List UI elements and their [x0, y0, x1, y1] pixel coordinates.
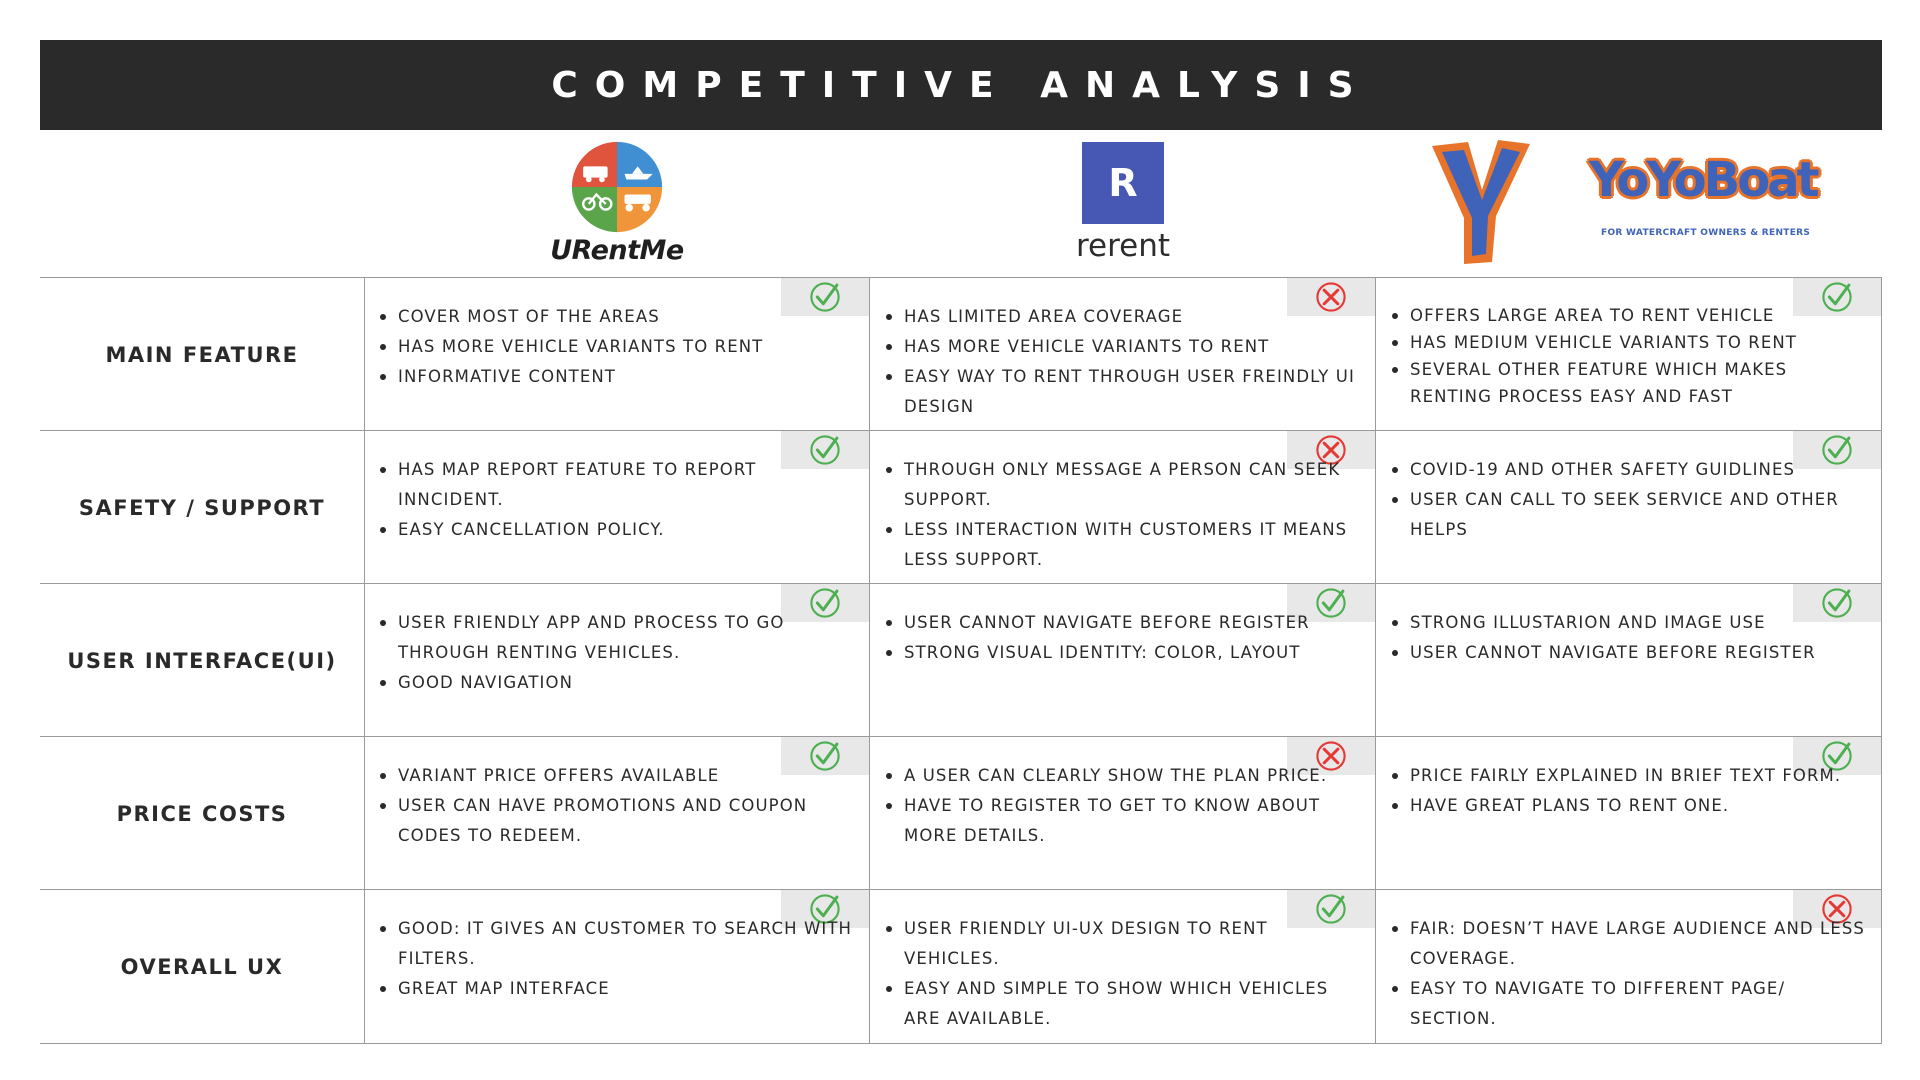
- urentme-logo: [364, 130, 870, 277]
- bullet-list: [1390, 302, 1875, 410]
- table-cell: [1376, 737, 1882, 890]
- table-row: [40, 277, 1882, 431]
- row-label: PRICE COSTS: [40, 737, 365, 890]
- bullet-item: EASY WAY TO RENT THROUGH USER FREINDLY UI DESIGN: [884, 362, 1369, 422]
- rerent-logo: [870, 130, 1376, 277]
- urentme-wordmark: URentMe: [550, 235, 684, 266]
- table-cell: [364, 278, 870, 431]
- table-cell: [870, 431, 1376, 584]
- bullet-item: USER CANNOT NAVIGATE BEFORE REGISTER: [1390, 638, 1875, 668]
- table-cell: [870, 890, 1376, 1043]
- table-cell: [364, 890, 870, 1043]
- bullet-item: EASY AND SIMPLE TO SHOW WHICH VEHICLES ARE AVAILABLE.: [884, 974, 1369, 1034]
- table-cell: [364, 431, 870, 584]
- bullet-item: USER CANNOT NAVIGATE BEFORE REGISTER: [884, 608, 1369, 638]
- table-row: [40, 583, 1882, 737]
- bullet-item: EASY TO NAVIGATE TO DIFFERENT PAGE/ SECTION.: [1390, 974, 1875, 1034]
- table-cell: [870, 737, 1376, 890]
- bullet-list: [378, 455, 863, 545]
- table-cell: [870, 278, 1376, 431]
- bullet-item: A USER CAN CLEARLY SHOW THE PLAN PRICE.: [884, 761, 1369, 791]
- rerent-square-logo: R: [1082, 142, 1164, 224]
- bullet-item: VARIANT PRICE OFFERS AVAILABLE: [378, 761, 863, 791]
- bullet-item: THROUGH ONLY MESSAGE A PERSON CAN SEEK SUPPORT.: [884, 455, 1369, 515]
- row-label: USER INTERFACE(UI): [40, 584, 365, 737]
- table-row: [40, 889, 1882, 1044]
- bullet-item: STRONG ILLUSTARION AND IMAGE USE: [1390, 608, 1875, 638]
- bullet-list: [1390, 455, 1875, 545]
- yoyoboat-logo: [1376, 130, 1882, 277]
- table-cell: [1376, 584, 1882, 737]
- bullet-list: [884, 455, 1369, 575]
- bullet-list: [378, 608, 863, 698]
- bullet-item: INFORMATIVE CONTENT: [378, 362, 863, 392]
- bullet-item: FAIR: DOESN’T HAVE LARGE AUDIENCE AND LESS COVERAGE.: [1390, 914, 1875, 974]
- bullet-item: SEVERAL OTHER FEATURE WHICH MAKES RENTING PROCESS EASY AND FAST: [1390, 356, 1875, 410]
- bullet-item: HAS MAP REPORT FEATURE TO REPORT INNCIDENT.: [378, 455, 863, 515]
- bullet-item: EASY CANCELLATION POLICY.: [378, 515, 863, 545]
- bullet-list: [884, 761, 1369, 851]
- row-label: OVERALL UX: [40, 890, 365, 1043]
- bullet-item: GREAT MAP INTERFACE: [378, 974, 863, 1004]
- bullet-list: [884, 302, 1369, 422]
- bullet-item: HAS MORE VEHICLE VARIANTS TO RENT: [378, 332, 863, 362]
- bullet-item: GOOD: IT GIVES AN CUSTOMER TO SEARCH WITH FILTERS.: [378, 914, 863, 974]
- title-banner: [40, 40, 1882, 130]
- bullet-item: USER FRIENDLY UI-UX DESIGN TO RENT VEHICLES.: [884, 914, 1369, 974]
- yoyoboat-tagline: FOR WATERCRAFT OWNERS & RENTERS: [1601, 228, 1811, 238]
- table-cell: [1376, 278, 1882, 431]
- row-label: SAFETY / SUPPORT: [40, 431, 365, 584]
- bullet-item: HAS MORE VEHICLE VARIANTS TO RENT: [884, 332, 1369, 362]
- page-title: COMPETITIVE ANALYSIS: [551, 64, 1371, 106]
- competitor-logos: [40, 130, 1882, 277]
- table-cell: [1376, 431, 1882, 584]
- urentme-vehicle-quadrant-icon: [570, 140, 664, 234]
- bullet-item: USER FRIENDLY APP AND PROCESS TO GO THROUGH RENTING VEHICLES.: [378, 608, 863, 668]
- row-label: MAIN FEATURE: [40, 278, 365, 431]
- bullet-item: COVER MOST OF THE AREAS: [378, 302, 863, 332]
- bullet-item: HAS MEDIUM VEHICLE VARIANTS TO RENT: [1390, 329, 1875, 356]
- bullet-item: USER CAN CALL TO SEEK SERVICE AND OTHER HELPS: [1390, 485, 1875, 545]
- bullet-item: HAVE TO REGISTER TO GET TO KNOW ABOUT MORE DETAILS.: [884, 791, 1369, 851]
- table-row: [40, 430, 1882, 584]
- yoyoboat-wordmark: YoYoBoat: [1589, 152, 1817, 208]
- bullet-list: [1390, 914, 1875, 1034]
- table-cell: [364, 584, 870, 737]
- bullet-item: HAVE GREAT PLANS TO RENT ONE.: [1390, 791, 1875, 821]
- bullet-item: OFFERS LARGE AREA TO RENT VEHICLE: [1390, 302, 1875, 329]
- rerent-wordmark: rerent: [1075, 228, 1171, 264]
- bullet-item: PRICE FAIRLY EXPLAINED IN BRIEF TEXT FORM.: [1390, 761, 1875, 791]
- bullet-list: [378, 761, 863, 851]
- bullet-list: [1390, 761, 1875, 821]
- bullet-list: [378, 302, 863, 392]
- bullet-item: STRONG VISUAL IDENTITY: COLOR, LAYOUT: [884, 638, 1369, 668]
- bullet-list: [378, 914, 863, 1004]
- bullet-list: [884, 608, 1369, 668]
- bullet-item: USER CAN HAVE PROMOTIONS AND COUPON CODES TO REDEEM.: [378, 791, 863, 851]
- table-cell: [1376, 890, 1882, 1043]
- bullet-item: COVID-19 AND OTHER SAFETY GUIDLINES: [1390, 455, 1875, 485]
- table-cell: [364, 737, 870, 890]
- bullet-item: HAS LIMITED AREA COVERAGE: [884, 302, 1369, 332]
- table-cell: [870, 584, 1376, 737]
- bullet-item: LESS INTERACTION WITH CUSTOMERS IT MEANS LESS SUPPORT.: [884, 515, 1369, 575]
- table-row: [40, 736, 1882, 890]
- yoyoboat-y-logo: [1426, 138, 1536, 268]
- bullet-item: GOOD NAVIGATION: [378, 668, 863, 698]
- bullet-list: [884, 914, 1369, 1034]
- bullet-list: [1390, 608, 1875, 668]
